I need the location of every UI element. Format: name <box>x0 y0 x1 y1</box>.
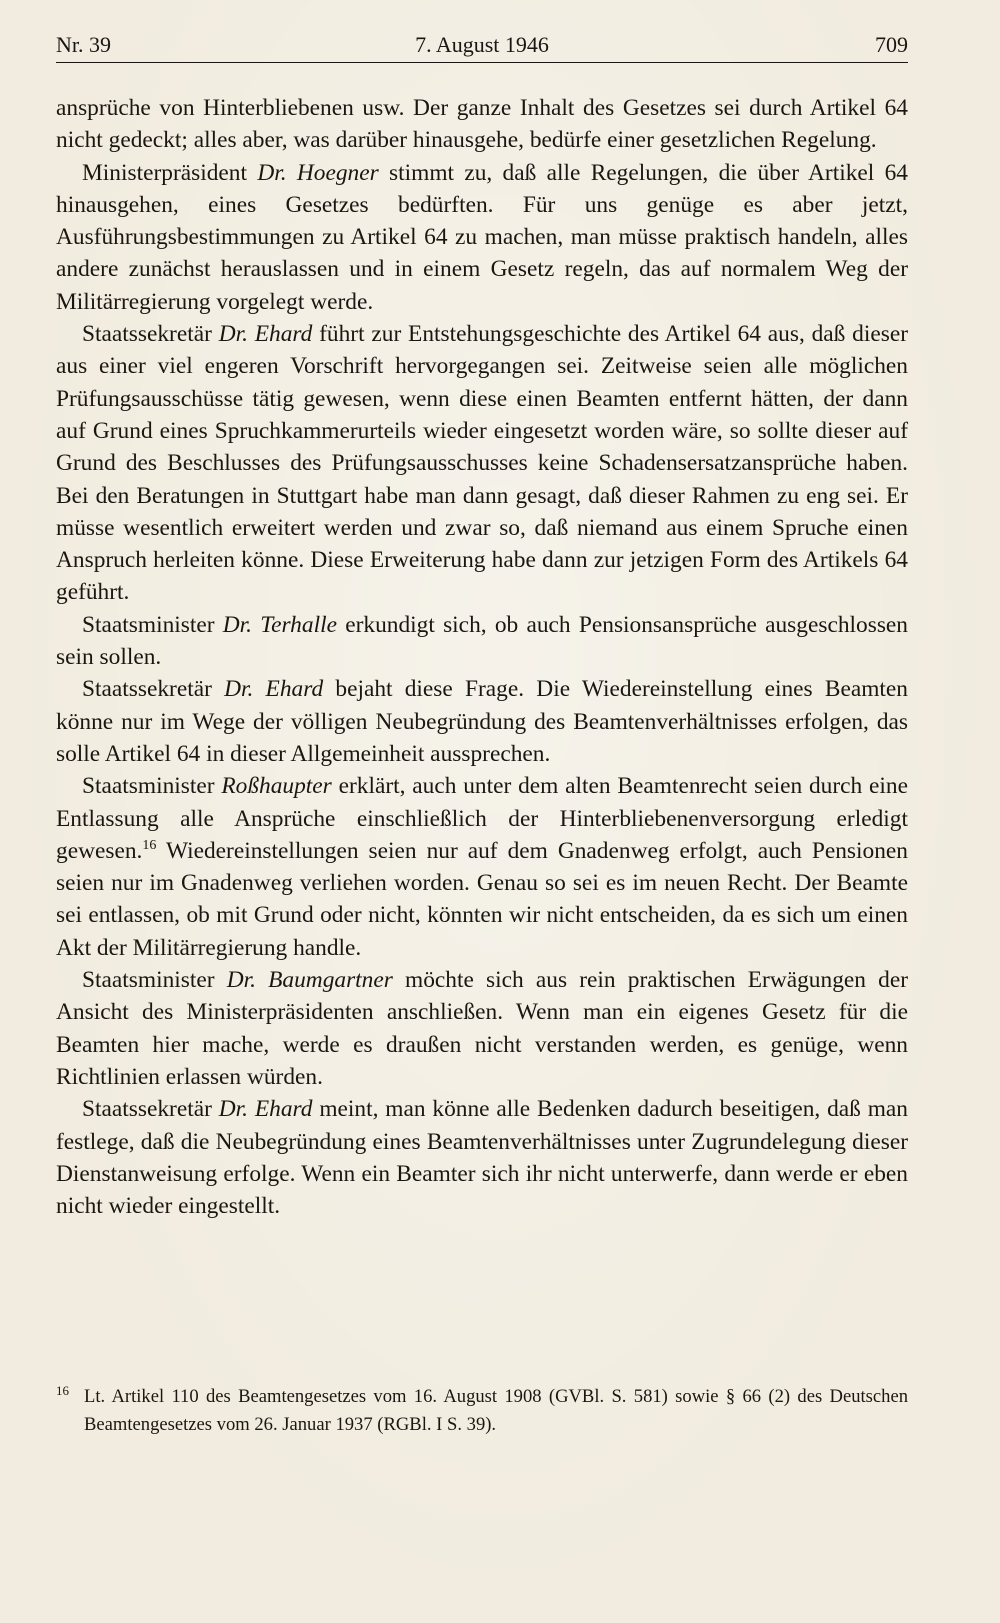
footnotes <box>56 1383 908 1439</box>
paragraph-text: bejaht diese Frage. Die Wiedereinstellung eines Beamten könne nur im Wege der völligen Neubegründung des Beamtenverhältnisses erfolgen, das solle Artikel 64 in dieser Allgemeinheit aussprechen. <box>56 676 908 767</box>
page-number: 709 <box>875 32 908 57</box>
body-text <box>56 92 908 1222</box>
paragraph-text: Staatssekretär <box>82 321 219 348</box>
paragraph-text: möchte sich aus rein praktischen Erwägungen der Ansicht des Ministerpräsidenten anschließen. Wenn man ein eigenes Gesetz für die Beamten hier mache, werde es draußen nicht verstanden werden, es genüge, wenn Richtlinien erlassen würden. <box>56 967 908 1090</box>
speaker-name: Dr. Hoegner <box>257 159 379 186</box>
paragraph-text: meint, man könne alle Bedenken dadurch beseitigen, daß man festlege, daß die Neubegründung eines Beamtenverhältnisses unter Zugrundelegung dieser Dienstanweisung erfolge. Wenn ein Beamter sich ihr nicht unterwerfe, dann werde er eben nicht wieder eingestellt. <box>56 1096 908 1220</box>
issue-number: Nr. 39 <box>56 32 111 57</box>
paragraph-text: stimmt zu, daß alle Regelungen, die über Artikel 64 hinausgehen, eines Gesetzes bedürften. Für uns genüge es aber jetzt, Ausführungsbestimmungen zu Artikel 64 zu machen, man müsse praktisch handeln, alles andere zunächst herauslassen und in einem Gesetz regeln, das auf normalem Weg der Militärregierung vorgelegt werde. <box>56 159 908 315</box>
paragraph <box>56 964 908 1093</box>
speaker-name: Dr. Terhalle <box>222 611 337 638</box>
paragraph-text: Staatsminister <box>82 967 227 994</box>
paragraph-text: erkundigt sich, ob auch Pensionsansprüche ausgeschlossen sein sollen. <box>56 611 909 671</box>
footnote-reference: 16 <box>142 837 157 853</box>
paragraph <box>56 770 908 964</box>
speaker-name: Dr. Ehard <box>218 321 313 348</box>
paragraph <box>56 1093 908 1222</box>
header-date: 7. August 1946 <box>415 32 549 57</box>
paragraph-text: Staatsminister <box>82 611 223 638</box>
footnote <box>56 1383 908 1439</box>
paragraph-text: ansprüche von Hinterbliebenen usw. Der ganze Inhalt des Gesetzes sei durch Artikel 64 nicht gedeckt; alles aber, was darüber hinausgehe, bedürfe einer gesetzlichen Regelung. <box>56 95 908 154</box>
running-header <box>56 28 908 62</box>
paragraph <box>56 609 908 674</box>
paragraph-text: Ministerpräsident <box>82 159 258 186</box>
paragraph-text: Staatsminister <box>82 773 222 800</box>
paragraph <box>56 673 908 770</box>
paragraph-text: erklärt, auch unter dem alten Beamtenrecht seien durch eine Entlassung alle Ansprüche einschließlich der Hinterbliebenenversorgung erledigt gewesen. <box>56 773 908 864</box>
speaker-name: Dr. Baumgartner <box>226 967 393 994</box>
speaker-name: Dr. Ehard <box>218 1096 313 1123</box>
paragraph-text: führt zur Entstehungsgeschichte des Artikel 64 aus, daß dieser aus einer viel engeren Vorschrift hervorgegangen sei. Zeitweise seien alle möglichen Prüfungsausschüsse tätig gewesen, wenn diese einen Beamten entfernt hätten, der dann auf Grund eines Spruchkammerurteils wieder eingesetzt worden wäre, so sollte dieser auf Grund des Beschlusses des Prüfungsausschusses keine Schadensersatzansprüche haben. Bei den Beratungen in Stuttgart habe man dann gesagt, daß dieser Rahmen zu eng sei. Er müsse wesentlich erweitert werden und zwar so, daß niemand aus einem Spruche einen Anspruch herleiten könne. Diese Erweiterung habe dann zur jetzigen Form des Artikels 64 geführt. <box>56 321 908 606</box>
speaker-name: Roßhaupter <box>221 773 332 800</box>
speaker-name: Dr. Ehard <box>224 676 324 703</box>
paragraph-text: Staatssekretär <box>82 1096 219 1123</box>
paragraph-text: Staatssekretär <box>82 676 225 703</box>
paragraph <box>56 157 908 318</box>
footnote-number: 16 <box>56 1383 69 1398</box>
header-rule <box>56 62 908 63</box>
footnote-text: Lt. Artikel 110 des Beamtengesetzes vom 16. August 1908 (GVBl. S. 581) sowie § 66 (2) des Deutschen Beamtengesetzes vom 26. Januar 1937 (RGBl. I S. 39). <box>84 1386 908 1435</box>
paragraph <box>56 92 908 157</box>
paragraph-text: Wiedereinstellungen seien nur auf dem Gnadenweg erfolgt, auch Pensionen seien nur im Gnadenweg verliehen worden. Genau so sei es im neuen Recht. Der Beamte sei entlassen, ob mit Grund oder nicht, könnten wir nicht entscheiden, da es sich um einen Akt der Militärregierung handle. <box>56 837 908 961</box>
paragraph <box>56 318 908 609</box>
